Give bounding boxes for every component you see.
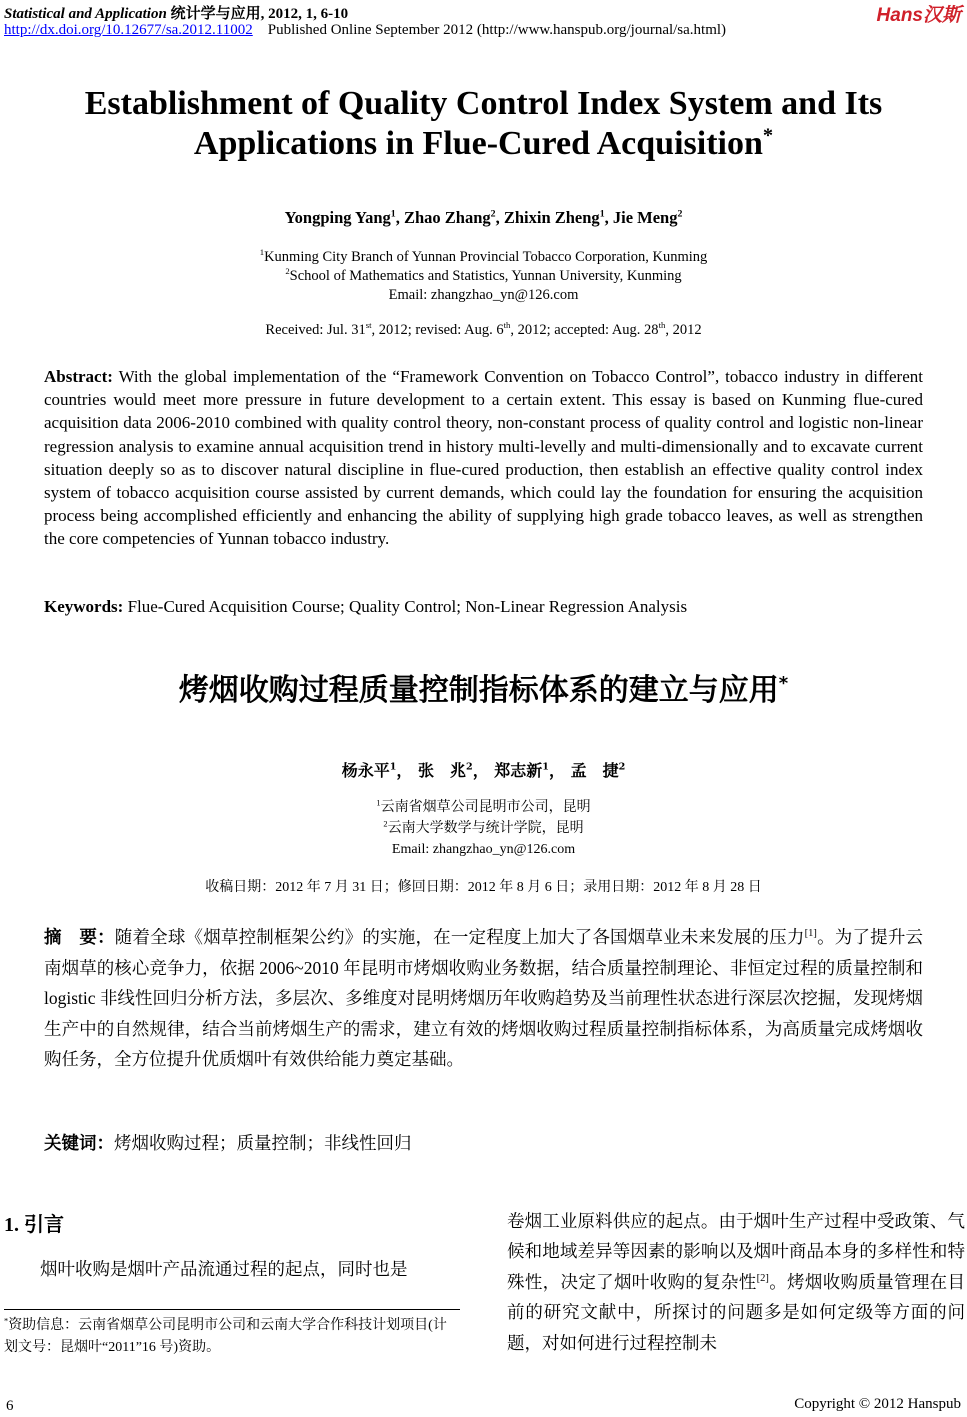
- cn-author: 张 兆: [418, 761, 467, 780]
- chinese-keywords: [44, 1128, 923, 1159]
- author-sup: 1: [599, 208, 605, 220]
- cn-affiliation: [0, 797, 967, 818]
- cn-received-dates: 收稿日期：2012 年 7 月 31 日；修回日期：2012 年 8 月 6 日；录用日期：2012 年 8 月 28 日: [205, 880, 762, 895]
- cn-author: 杨永平: [341, 761, 390, 780]
- s: st: [365, 320, 372, 331]
- copyright: Copyright © 2012 Hanspub: [794, 1396, 961, 1412]
- author-list: Yongping Yang$^1$, Zhao Zhang$^2$, Zhixin Zheng$^1$, Jie Meng$^2$: [284, 208, 683, 227]
- abstract-text: With the global implementation of the “Framework Convention on Tobacco Control”, tobacco industry in different countries would meet more pressure in future development to a certain extent. This essay is based on Kunming flue-cured acquisition data 2006-2010 combined with quality control theory, non-constant process of quality control and logistic non-linear regression analysis to examine annual acquisition trend in history multi-levelly and multi-dimensionally and to excavate current situation deeply so as to discover natural discipline in flue-cured production, then establish an effective quality control index system of tobacco acquisition course assisted by current demands, which could lay the foundation for ensuring the acquisition process being accomplished efficiently and enhancing the ability of supplying high grade tobacco leaves, as well as strengthen the core competencies of Yunnan tobacco industry.: [44, 367, 923, 549]
- journal-issue: , 2012, 1, 6-10: [260, 6, 349, 22]
- author-name: Jie Meng: [612, 208, 678, 227]
- affil-sup: 2: [285, 266, 290, 277]
- keywords: [44, 595, 923, 618]
- chinese-title: [0, 665, 967, 709]
- t: 。烤烟收购质量管理在目前的研究文献中，所探讨的问题多是如何定级等方面的问题，对如何进行过程控制未: [507, 1271, 966, 1353]
- body-text-col2: [507, 1206, 965, 1358]
- cn-title-text: 烤烟收购过程质量控制指标体系的建立与应用: [178, 673, 779, 708]
- abstract-label: Abstract:: [44, 367, 113, 386]
- s: 1: [542, 761, 549, 773]
- hans-logo: Hans汉斯: [876, 5, 961, 26]
- title-footnote-mark: *: [762, 124, 774, 147]
- fn-text: 资助信息：云南省烟草公司昆明市公司和云南大学合作科技计划项目(计划文号：昆烟叶“2011”16 号)资助。: [4, 1318, 447, 1355]
- author-name: Zhixin Zheng: [503, 208, 600, 227]
- cn-author: 孟 捷: [570, 761, 619, 780]
- s: 2: [466, 761, 473, 773]
- cn-email: Email: zhangzhao_yn@126.com: [391, 842, 576, 857]
- paper-title: [30, 84, 937, 164]
- d: Received: Jul. 31: [265, 322, 366, 338]
- author: [285, 208, 396, 227]
- cn-keywords-label: 关键词：: [44, 1134, 114, 1154]
- s: 2: [618, 761, 626, 773]
- journal-name: Statistical and Application: [4, 6, 167, 22]
- affiliation: [0, 267, 967, 286]
- affil-text: School of Mathematics and Statistics, Yunnan University, Kunming: [289, 268, 682, 284]
- affil-text: Kunming City Branch of Yunnan Provincial Tobacco Corporation, Kunming: [264, 249, 708, 265]
- author-name: Zhao Zhang: [403, 208, 491, 227]
- body-text-col1: 烟叶收购是烟叶产品流通过程的起点，同时也是: [40, 1259, 408, 1279]
- journal-header: [4, 2, 348, 23]
- author: [404, 208, 496, 227]
- citation[interactable]: [2]: [756, 1272, 769, 1284]
- keywords-label: Keywords:: [44, 597, 124, 616]
- section-heading: 1. 引言: [4, 1214, 64, 1236]
- chinese-authors: 杨永平$^1$， 张 兆$^2$， 郑志新$^1$， 孟 捷$^2$: [341, 761, 626, 780]
- s: 1: [376, 798, 381, 808]
- journal-name-cn: 统计学与应用: [170, 6, 261, 22]
- received-dates: [0, 322, 967, 339]
- keywords-text: Flue-Cured Acquisition Course; Quality Control; Non-Linear Regression Analysis: [127, 597, 688, 616]
- s: 2: [383, 819, 388, 829]
- doi-link[interactable]: http://dx.doi.org/10.12677/sa.2012.11002: [4, 22, 253, 38]
- d: , 2012; revised: Aug. 6: [371, 322, 504, 338]
- author-sup: 1: [390, 208, 396, 220]
- t: 卷烟工业原料供应的起点。由于烟叶生产过程中受政策、气候和地域差异等因素的影响以及烟叶商品本身的多样性和特殊性，决定了烟叶收购的复杂性: [507, 1211, 965, 1292]
- fn-mark: *: [4, 1316, 9, 1326]
- chinese-affiliations: [0, 797, 967, 860]
- footnote: [4, 1315, 460, 1359]
- t: 随着全球《烟草控制框架公约》的实施，在一定程度上加大了各国烟草业未来发展的压力: [114, 927, 805, 947]
- chinese-abstract: [44, 922, 923, 1074]
- affiliation: [0, 248, 967, 267]
- author-sup: 2: [677, 208, 683, 220]
- author-sup: 2: [490, 208, 496, 220]
- affiliations: [0, 248, 967, 305]
- footnote-divider: [4, 1309, 460, 1310]
- affil-sup: 1: [259, 247, 265, 258]
- title-text: Establishment of Quality Control Index System and Its Applications in Flue-Cured Acquisition: [84, 85, 883, 162]
- page-number: 6: [6, 1398, 14, 1414]
- cn-keywords-text: 烤烟收购过程；质量控制；非线性回归: [114, 1133, 412, 1153]
- cn-title-footnote-mark: *: [778, 673, 789, 694]
- cn-affiliation: [0, 818, 967, 839]
- cn-abstract-label: 摘 要：: [44, 928, 115, 948]
- abstract: [44, 365, 923, 551]
- d: , 2012; accepted: Aug. 28: [510, 322, 659, 338]
- cn-author: 郑志新: [494, 761, 543, 780]
- published-info: Published Online September 2012 (http://www.hanspub.org/journal/sa.html): [267, 22, 727, 38]
- author-name: Yongping Yang: [284, 208, 391, 227]
- d: , 2012: [665, 322, 702, 338]
- publication-line: [4, 22, 726, 39]
- s: th: [658, 320, 666, 331]
- s: th: [503, 320, 511, 331]
- author: [613, 208, 683, 227]
- t: 云南省烟草公司昆明市公司，昆明: [380, 800, 591, 815]
- email: Email: zhangzhao_yn@126.com: [388, 287, 579, 303]
- author: [504, 208, 605, 227]
- s: 1: [389, 761, 397, 773]
- citation[interactable]: [1]: [804, 928, 817, 940]
- t: 云南大学数学与统计学院，昆明: [387, 821, 584, 836]
- t: 。为了提升云南烟草的核心竞争力，依据 2006~2010 年昆明市烤烟收购业务数据，结合质量控制理论、非恒定过程的质量控制和 logistic 非线性回归分析方法，多层次、多维度对昆明烤烟历年收购趋势及当前理性状态进行深层次挖掘，发现烤烟生产中的自然规律，结合当前烤烟生产的需求，建立有效的烤烟收购过程质量控制指标体系，为高质量完成烤烟收购任务，全方位提升优质烟叶有效供给能力奠定基础。: [44, 927, 924, 1069]
